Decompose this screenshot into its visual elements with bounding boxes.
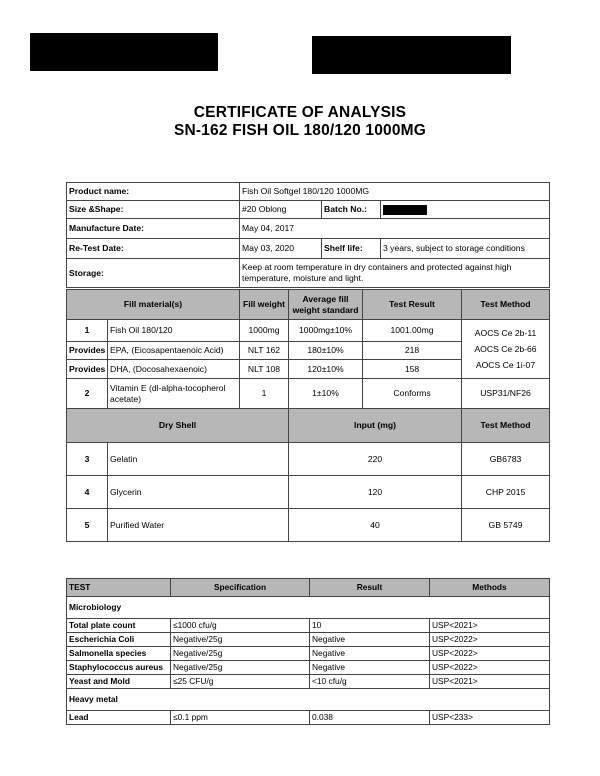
shell-row-input: 40 (289, 509, 462, 542)
section-microbiology: Microbiology (67, 597, 550, 619)
redacted-logo-right (312, 36, 511, 74)
fill-material-header: Fill material(s) (67, 290, 240, 320)
test-row-spec: Negative/25g (171, 647, 310, 661)
fill-row-result: 158 (363, 360, 462, 379)
section-heavy-metal: Heavy metal (67, 689, 550, 711)
fill-row-weight: NLT 108 (240, 360, 289, 379)
manufacture-date-label: Manufacture Date: (67, 219, 240, 239)
fill-row-method: USP31/NF26 (462, 379, 550, 409)
storage-label: Storage: (67, 259, 240, 288)
redacted-batch-number (383, 205, 427, 215)
batch-no-label: Batch No.: (322, 201, 381, 219)
test-result-header: Test Result (363, 290, 462, 320)
test-method-header: Test Method (462, 290, 550, 320)
test-row-name: Salmonella species (67, 647, 171, 661)
fill-row-result: 218 (363, 342, 462, 360)
fill-row-no: Provides (67, 360, 108, 379)
shell-row-method: CHP 2015 (462, 476, 550, 509)
test-row-result: Negative (310, 661, 430, 675)
shell-row-no: 4 (67, 476, 108, 509)
shell-row-input: 220 (289, 443, 462, 476)
test-row-method: USP<2021> (430, 619, 550, 633)
method-aocs-2b-66: AOCS Ce 2b-66 (474, 343, 537, 354)
test-row-spec: ≤0.1 ppm (171, 711, 310, 725)
shelf-life-label: Shelf life: (322, 239, 381, 259)
test-results-table (66, 578, 550, 725)
fill-row-material: Vitamin E (dl-alpha-tocopherol acetate) (108, 379, 240, 409)
shell-row-method: GB 5749 (462, 509, 550, 542)
fill-row-avg: 1000mg±10% (289, 320, 363, 342)
test-row-spec: ≤25 CFU/g (171, 675, 310, 689)
fill-row-weight: 1000mg (240, 320, 289, 342)
size-shape-label: Size &Shape: (67, 201, 240, 219)
fill-methods-group (462, 320, 550, 379)
batch-no-value (381, 201, 550, 219)
test-row-spec: Negative/25g (171, 633, 310, 647)
dry-shell-header: Dry Shell (67, 409, 289, 443)
product-name-label: Product name: (67, 183, 240, 201)
fill-row-no: 2 (67, 379, 108, 409)
fill-row-weight: 1 (240, 379, 289, 409)
fill-row-result: 1001.00mg (363, 320, 462, 342)
test-row-result: Negative (310, 647, 430, 661)
test-row-result: <10 cfu/g (310, 675, 430, 689)
document-title: CERTIFICATE OF ANALYSIS (193, 104, 407, 121)
test-row-spec: Negative/25g (171, 661, 310, 675)
test-row-result: 0.038 (310, 711, 430, 725)
methods-header: Methods (430, 579, 550, 597)
fill-row-avg: 1±10% (289, 379, 363, 409)
redacted-logo-left (30, 33, 218, 71)
shelf-life-value: 3 years, subject to storage conditions (381, 239, 550, 259)
method-aocs-2b-11: AOCS Ce 2b-11 (474, 327, 537, 338)
avg-fill-weight-header: Average fill weight standard (289, 290, 363, 320)
fill-weight-header: Fill weight (240, 290, 289, 320)
test-header: TEST (67, 579, 171, 597)
fill-row-no: Provides (67, 342, 108, 360)
shell-row-no: 3 (67, 443, 108, 476)
result-header: Result (310, 579, 430, 597)
composition-table (66, 289, 550, 542)
size-shape-value: #20 Oblong (240, 201, 322, 219)
shell-row-material: Gelatin (108, 443, 289, 476)
method-aocs-1i-07: AOCS Ce 1i-07 (475, 360, 536, 371)
test-row-method: USP<233> (430, 711, 550, 725)
fill-row-weight: NLT 162 (240, 342, 289, 360)
test-row-method: USP<2022> (430, 661, 550, 675)
shell-test-method-header: Test Method (462, 409, 550, 443)
product-info-table (66, 182, 550, 288)
test-row-name: Total plate count (67, 619, 171, 633)
shell-row-material: Glycerin (108, 476, 289, 509)
test-row-result: Negative (310, 633, 430, 647)
manufacture-date-value: May 04, 2017 (240, 219, 550, 239)
shell-row-input: 120 (289, 476, 462, 509)
retest-date-value: May 03, 2020 (240, 239, 322, 259)
test-row-method: USP<2022> (430, 647, 550, 661)
test-row-name: Yeast and Mold (67, 675, 171, 689)
document-subtitle: SN-162 FISH OIL 180/120 1000MG (173, 122, 427, 139)
storage-value: Keep at room temperature in dry containers and protected against high temperature, moisture and light. (240, 259, 550, 288)
specification-header: Specification (171, 579, 310, 597)
test-row-method: USP<2022> (430, 633, 550, 647)
shell-row-no: 5 (67, 509, 108, 542)
fill-row-material: EPA, (Eicosapentaenoic Acid) (108, 342, 240, 360)
test-row-result: 10 (310, 619, 430, 633)
retest-date-label: Re-Test Date: (67, 239, 240, 259)
test-row-name: Lead (67, 711, 171, 725)
fill-row-avg: 120±10% (289, 360, 363, 379)
test-row-name: Staphylococcus aureus (67, 661, 171, 675)
test-row-name: Escherichia Coli (67, 633, 171, 647)
fill-row-material: DHA, (Docosahexaenoic) (108, 360, 240, 379)
test-row-method: USP<2021> (430, 675, 550, 689)
fill-row-material: Fish Oil 180/120 (108, 320, 240, 342)
fill-row-avg: 180±10% (289, 342, 363, 360)
fill-row-result: Conforms (363, 379, 462, 409)
test-row-spec: ≤1000 cfu/g (171, 619, 310, 633)
shell-row-material: Purified Water (108, 509, 289, 542)
fill-row-no: 1 (67, 320, 108, 342)
product-name-value: Fish Oil Softgel 180/120 1000MG (240, 183, 550, 201)
input-mg-header: Input (mg) (289, 409, 462, 443)
shell-row-method: GB6783 (462, 443, 550, 476)
